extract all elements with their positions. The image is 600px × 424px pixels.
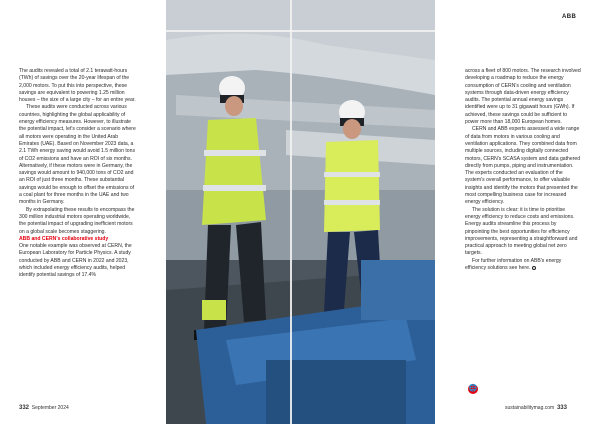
footer-left (19, 405, 69, 411)
left-page-number: 332 (19, 405, 30, 411)
footer-right (505, 405, 567, 411)
right-text-column (465, 68, 582, 272)
engineers-photo (166, 0, 435, 424)
globe-icon[interactable]: 🌐 (468, 385, 478, 392)
right-paragraph-2: CERN and ABB experts assessed a wide range of data from motors in various cooling and ventilation applications. They combined data from multiple sources, including digitally connected motors, CERN's SCASA system and data gathered directly from pumps, piping and instrumentation. The experts conducted an evaluation of the system's overall performance, to offer valuable insights and identify the motors that presented the most compelling business case for increased energy efficiency. (465, 126, 581, 206)
left-paragraph-2: These audits were conducted across various countries, highlighting the global applicability of energy efficiency measures. However, to illustrate the potential impact, let's consider a scenario where all motors were operating in the United Arab Emirates (UAE). Based on November 2023 data, a 2.1 TWh energy saving would avoid 1.5 million tons of CO2 emissions and have an ROI of six months. Alternatively, if these motors were in Germany, the savings would amount to 940,000 tons of CO2 and an ROI of just three months. These substantial savings would be enough to offset the emissions of a coal plant for three months in the UAE and two months in Germany. (19, 104, 136, 206)
further-info-link[interactable]: For further information on ABB's energy efficiency solutions see here. (465, 257, 562, 272)
left-paragraph-4: One notable example was observed at CERN, the European Laboratory for Particle Physics. A study conducted by ABB and CERN in 2022 and 2023, which included energy efficiency audits, helped identify potential savings of 17.4% (19, 243, 132, 279)
right-page-number: 333 (556, 405, 567, 411)
issue-date: September 2024 (31, 405, 69, 411)
right-paragraph-4 (465, 258, 582, 273)
left-paragraph-1: The audits revealed a total of 2.1 terawatt-hours (TWh) of savings over the 20-year lifespan of the 2,000 motors. To put this into perspective, these savings are equivalent to powering 1.25 million houses – the size of a large city – for an entire year. (19, 68, 136, 104)
end-of-article-icon (532, 266, 536, 270)
brand-logo: ABB (562, 14, 577, 20)
photo-divider-horizontal (166, 30, 435, 32)
photo-divider-vertical (290, 0, 292, 424)
right-paragraph-3: The solution is clear: it is time to prioritise energy efficiency to reduce costs and emissions. Energy audits streamline this process by pinpointing the best opportunities for efficiency improvements, representing a straightforward and practical approach to meeting global net zero targets. (465, 206, 578, 257)
left-text-column (19, 68, 136, 280)
section-subheading: ABB and CERN's collaborative study (19, 235, 109, 242)
left-paragraph-3: By extrapolating these results to encompass the 300 million industrial motors operating worldwide, the potential impact of upgrading inefficient motors on a global scale becomes staggering. (19, 206, 135, 235)
site-url[interactable]: sustainabilitymag.com (505, 405, 555, 411)
right-paragraph-1: across a fleet of 800 motors. The research involved developing a roadmap to reduce the energy consumption of CERN's cooling and ventilation systems through data-driven energy efficiency audits. The potential annual energy savings identified were up to 31 gigawatt hours (GWh). If achieved, these savings could be sufficient to power more than 18,000 European homes. (465, 68, 581, 126)
photo-illustration (166, 0, 435, 424)
